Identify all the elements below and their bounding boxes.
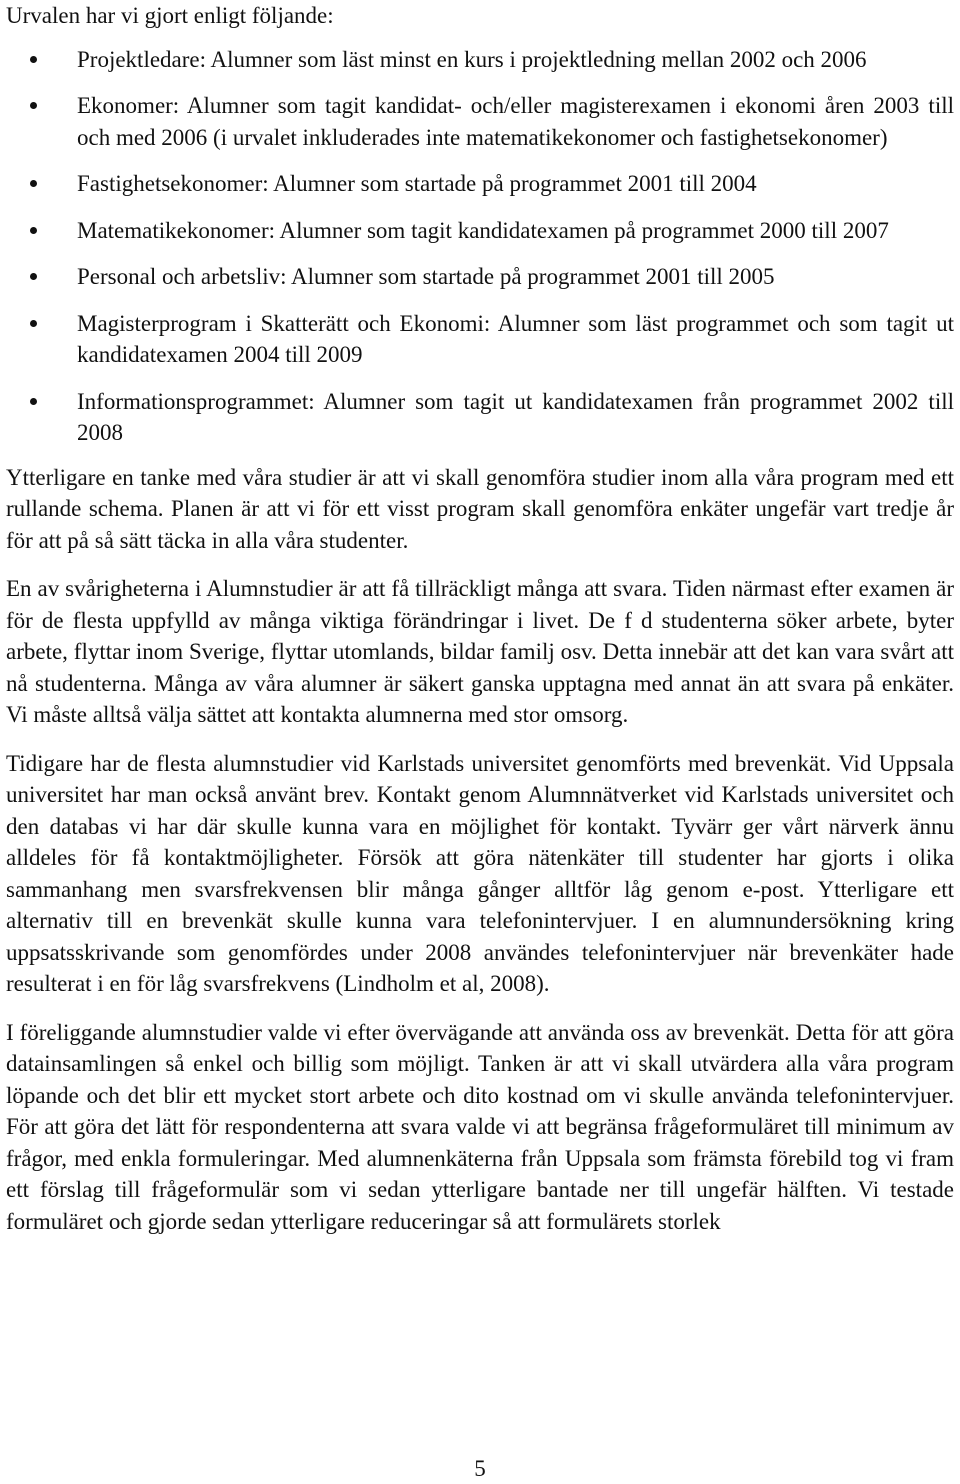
bullet-icon [30,56,37,63]
list-item [6,44,954,76]
list-item-text: Ekonomer: Alumner som tagit kandidat- och/eller magisterexamen i ekonomi åren 2003 till och med 2006 (i urvalet inkluderades inte matematikekonomer och fastighetsekonomer) [77,93,954,150]
list-item-text: Informationsprogrammet: Alumner som tagit ut kandidatexamen från programmet 2002 till 2008 [77,388,954,445]
bullet-icon [30,102,37,109]
bullet-icon [30,320,37,327]
paragraph-rolling-schedule: Ytterligare en tanke med våra studier är att vi skall genomföra studier inom alla våra program med ett rullande schema. Planen är att vi för ett visst program skall genomföra enkäter ungefär vart tredje år för att på så sätt täcka in alla våra studenter. [6,464,954,553]
list-item-text: Projektledare: Alumner som läst minst en kurs i projektledning mellan 2002 och 2006 [77,46,867,72]
list-item-text: Magisterprogram i Skatterätt och Ekonomi: Alumner som läst programmet och som tagit ut kandidatexamen 2004 till 2009 [77,310,954,367]
list-item-text: Fastighetsekonomer: Alumner som startade på programmet 2001 till 2004 [77,171,757,196]
paragraph-previous-methods: Tidigare har de flesta alumnstudier vid Karlstads universitet genomförts med brevenkät. Vid Uppsala universitet har man också använt brev. Kontakt genom Alumnnätverket vid Karlstads universitet och den databas vi har där skulle kunna vara en möjlighet för kontakt. Tyvärr ger vårt närverk ännu alldeles för få kontaktmöjligheter. Försök att göra nätenkäter till studenter har gjorts i olika sammanhang men svarsfrekvensen blir många gånger alltför låg genom e-post. Ytterligare ett alternativ till en brevenkät skulle kunna vara telefonintervjuer. I en alumnundersökning kring uppsatsskrivande som genomfördes under 2008 användes telefonintervjuer när brevenkäter hade resulterat i en för låg svarsfrekvens (Lindholm et al, 2008). [6,750,954,996]
bullet-icon [30,180,37,187]
list-item [6,168,954,200]
list-item [6,308,954,371]
bullet-icon [30,398,37,405]
list-item [6,386,954,449]
list-item [6,215,954,247]
list-item-text: Personal och arbetsliv: Alumner som startade på programmet 2001 till 2005 [77,264,775,289]
bullet-icon [30,227,37,234]
page-number: 5 [474,1456,486,1481]
list-item [6,261,954,293]
intro-line: Urvalen har vi gjort enligt följande: [6,3,334,28]
paragraph-response-difficulty: En av svårigheterna i Alumnstudier är att få tillräckligt många att svara. Tiden närmast efter examen är för de flesta uppfylld av många viktiga förändringar i livet. De f d studenterna söker arbete, byter arbete, flyttar inom Sverige, flyttar utomlands, bildar familj osv. Detta innebär att det kan vara svårt att nå studenterna. Många av våra alumner är säkert ganska upptagna med annat än att svara på enkäter. Vi måste alltså välja sättet att kontakta alumnerna med stor omsorg. [6,576,954,727]
list-item-text: Matematikekonomer: Alumner som tagit kandidatexamen på programmet 2000 till 2007 [77,217,889,243]
document-page [6,0,954,1237]
selection-criteria-list [6,44,954,449]
list-item [6,90,954,153]
paragraph-chosen-method: I föreliggande alumnstudier valde vi efter övervägande att använda oss av brevenkät. Detta för att göra datainsamlingen så enkel och billig som möjligt. Tanken är att vi skall utvärdera alla våra program löpande och det blir ett mycket stort arbete och dito kostnad om vi skulle använda telefonintervjuer. För att göra det lätt för respondenterna att svara valde vi att begränsa frågeformuläret till minimum av frågor, med enkla formuleringar. Med alumnenkäterna från Uppsala som främsta förebild tog vi fram ett förslag till frågeformulär som vi sedan ytterligare bantade ner till ungefär hälften. Vi testade formuläret och gjorde sedan ytterligare reduceringar så att formulärets storlek [6,1019,954,1234]
bullet-icon [30,273,37,280]
